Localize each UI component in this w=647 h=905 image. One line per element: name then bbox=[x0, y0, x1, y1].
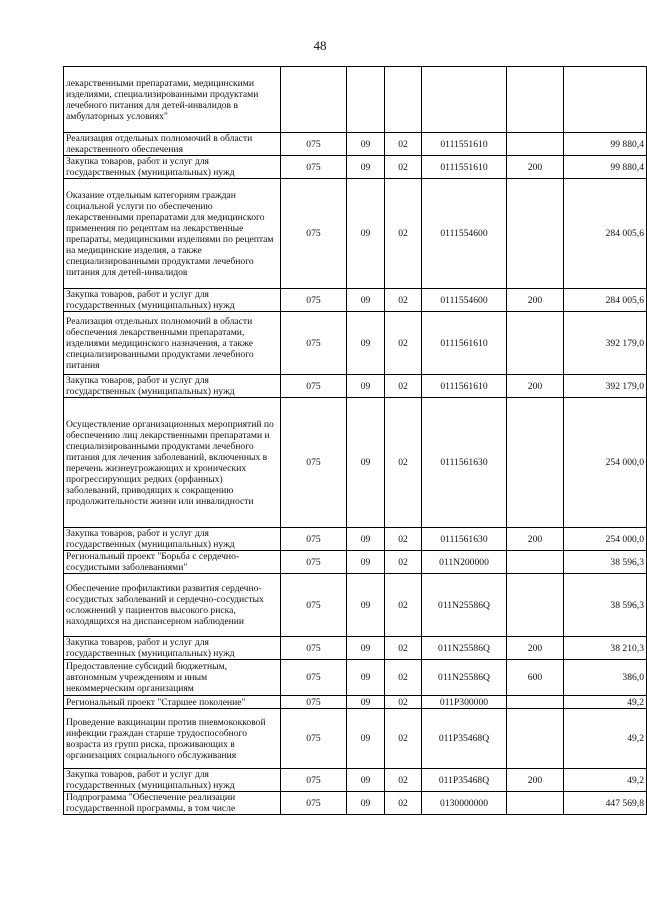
table-row bbox=[64, 551, 647, 574]
row-name: Закупка товаров, работ и услуг для государственных (муниципальных) нужд bbox=[64, 375, 281, 398]
row-target-article: 011P35468Q bbox=[422, 709, 507, 769]
row-expense-type bbox=[507, 696, 564, 709]
row-section-code: 09 bbox=[347, 133, 385, 156]
row-target-article: 0111561630 bbox=[422, 398, 507, 528]
table-row bbox=[64, 375, 647, 398]
row-subsection-code: 02 bbox=[385, 398, 422, 528]
row-subsection-code: 02 bbox=[385, 551, 422, 574]
row-section-code: 09 bbox=[347, 312, 385, 375]
row-admin-code: 075 bbox=[281, 133, 347, 156]
row-name: Проведение вакцинации против пневмококковой инфекции граждан старше трудоспособного возраста из групп риска, проживающих в организациях социального обслуживания bbox=[64, 709, 281, 769]
table-row bbox=[64, 792, 647, 815]
row-admin-code: 075 bbox=[281, 769, 347, 792]
row-amount: 284 005,6 bbox=[564, 289, 647, 312]
row-subsection-code: 02 bbox=[385, 133, 422, 156]
table-row bbox=[64, 398, 647, 528]
row-section-code: 09 bbox=[347, 709, 385, 769]
row-target-article: 011N25586Q bbox=[422, 574, 507, 637]
row-expense-type bbox=[507, 574, 564, 637]
budget-table bbox=[63, 66, 647, 815]
row-section-code: 09 bbox=[347, 696, 385, 709]
row-admin-code: 075 bbox=[281, 574, 347, 637]
row-admin-code: 075 bbox=[281, 660, 347, 696]
row-admin-code: 075 bbox=[281, 709, 347, 769]
row-subsection-code bbox=[385, 67, 422, 133]
row-section-code: 09 bbox=[347, 637, 385, 660]
table-row bbox=[64, 769, 647, 792]
row-section-code: 09 bbox=[347, 289, 385, 312]
row-amount: 49,2 bbox=[564, 696, 647, 709]
row-target-article: 0111561630 bbox=[422, 528, 507, 551]
row-target-article: 011P35468Q bbox=[422, 769, 507, 792]
row-subsection-code: 02 bbox=[385, 179, 422, 289]
row-expense-type: 600 bbox=[507, 660, 564, 696]
row-expense-type bbox=[507, 709, 564, 769]
row-section-code: 09 bbox=[347, 375, 385, 398]
row-subsection-code: 02 bbox=[385, 289, 422, 312]
row-target-article: 0111554600 bbox=[422, 289, 507, 312]
row-subsection-code: 02 bbox=[385, 709, 422, 769]
row-admin-code bbox=[281, 67, 347, 133]
row-expense-type: 200 bbox=[507, 637, 564, 660]
row-amount: 99 880,4 bbox=[564, 156, 647, 179]
page-number: 48 bbox=[313, 38, 327, 53]
table-row bbox=[64, 660, 647, 696]
row-section-code: 09 bbox=[347, 179, 385, 289]
row-name: Закупка товаров, работ и услуг для государственных (муниципальных) нужд bbox=[64, 769, 281, 792]
row-name: Закупка товаров, работ и услуг для государственных (муниципальных) нужд bbox=[64, 528, 281, 551]
table-row bbox=[64, 312, 647, 375]
row-expense-type: 200 bbox=[507, 375, 564, 398]
row-expense-type: 200 bbox=[507, 289, 564, 312]
row-target-article: 0111561610 bbox=[422, 375, 507, 398]
row-name: Подпрограмма "Обеспечение реализации государственной программы, в том числе bbox=[64, 792, 281, 815]
row-name: Закупка товаров, работ и услуг для государственных (муниципальных) нужд bbox=[64, 156, 281, 179]
row-expense-type bbox=[507, 551, 564, 574]
row-admin-code: 075 bbox=[281, 398, 347, 528]
row-amount: 254 000,0 bbox=[564, 398, 647, 528]
table-row bbox=[64, 133, 647, 156]
row-amount: 49,2 bbox=[564, 769, 647, 792]
row-name: Реализация отдельных полномочий в области лекарственного обеспечения bbox=[64, 133, 281, 156]
row-section-code: 09 bbox=[347, 551, 385, 574]
row-subsection-code: 02 bbox=[385, 660, 422, 696]
row-section-code: 09 bbox=[347, 660, 385, 696]
row-expense-type bbox=[507, 398, 564, 528]
row-amount: 49,2 bbox=[564, 709, 647, 769]
row-expense-type bbox=[507, 133, 564, 156]
budget-table-body bbox=[64, 67, 647, 815]
row-subsection-code: 02 bbox=[385, 375, 422, 398]
row-expense-type: 200 bbox=[507, 156, 564, 179]
row-target-article: 011P300000 bbox=[422, 696, 507, 709]
row-name: Закупка товаров, работ и услуг для государственных (муниципальных) нужд bbox=[64, 637, 281, 660]
row-amount: 38 596,3 bbox=[564, 574, 647, 637]
row-target-article: 0111551610 bbox=[422, 133, 507, 156]
table-row bbox=[64, 67, 647, 133]
row-amount bbox=[564, 67, 647, 133]
row-section-code: 09 bbox=[347, 398, 385, 528]
row-subsection-code: 02 bbox=[385, 792, 422, 815]
table-row bbox=[64, 709, 647, 769]
row-expense-type: 200 bbox=[507, 528, 564, 551]
row-admin-code: 075 bbox=[281, 696, 347, 709]
row-target-article: 011N200000 bbox=[422, 551, 507, 574]
row-expense-type: 200 bbox=[507, 769, 564, 792]
row-subsection-code: 02 bbox=[385, 312, 422, 375]
row-amount: 38 596,3 bbox=[564, 551, 647, 574]
row-section-code: 09 bbox=[347, 528, 385, 551]
row-name: Оказание отдельным категориям граждан социальной услуги по обеспечению лекарственными препаратами для медицинского применения по рецептам на лекарственные препараты, медицинскими изделиями по рецептам на медицинские изделия, а также специализированными продуктами лечебного питания для детей-инвалидов bbox=[64, 179, 281, 289]
row-section-code: 09 bbox=[347, 792, 385, 815]
row-subsection-code: 02 bbox=[385, 637, 422, 660]
row-target-article: 0130000000 bbox=[422, 792, 507, 815]
row-subsection-code: 02 bbox=[385, 528, 422, 551]
table-row bbox=[64, 574, 647, 637]
row-amount: 284 005,6 bbox=[564, 179, 647, 289]
row-name: Обеспечение профилактики развития сердечно-сосудистых заболеваний и сердечно-сосудистых осложнений у пациентов высокого риска, находящихся на диспансерном наблюдении bbox=[64, 574, 281, 637]
row-admin-code: 075 bbox=[281, 156, 347, 179]
row-amount: 392 179,0 bbox=[564, 375, 647, 398]
row-section-code bbox=[347, 67, 385, 133]
row-expense-type bbox=[507, 312, 564, 375]
row-subsection-code: 02 bbox=[385, 769, 422, 792]
row-name: Региональный проект "Старшее поколение" bbox=[64, 696, 281, 709]
row-admin-code: 075 bbox=[281, 179, 347, 289]
row-amount: 38 210,3 bbox=[564, 637, 647, 660]
table-row bbox=[64, 696, 647, 709]
row-target-article: 0111551610 bbox=[422, 156, 507, 179]
row-section-code: 09 bbox=[347, 574, 385, 637]
row-target-article bbox=[422, 67, 507, 133]
table-row bbox=[64, 637, 647, 660]
table-row bbox=[64, 156, 647, 179]
row-name: лекарственными препаратами, медицинскими изделиями, специализированными продуктами лечебного питания для детей-инвалидов в амбулаторных условиях" bbox=[64, 67, 281, 133]
table-row bbox=[64, 528, 647, 551]
table-row bbox=[64, 179, 647, 289]
row-subsection-code: 02 bbox=[385, 156, 422, 179]
row-admin-code: 075 bbox=[281, 637, 347, 660]
row-target-article: 011N25586Q bbox=[422, 637, 507, 660]
row-admin-code: 075 bbox=[281, 289, 347, 312]
row-section-code: 09 bbox=[347, 156, 385, 179]
row-amount: 386,0 bbox=[564, 660, 647, 696]
row-target-article: 0111554600 bbox=[422, 179, 507, 289]
row-admin-code: 075 bbox=[281, 551, 347, 574]
row-amount: 447 569,8 bbox=[564, 792, 647, 815]
row-admin-code: 075 bbox=[281, 375, 347, 398]
row-amount: 99 880,4 bbox=[564, 133, 647, 156]
row-target-article: 011N25586Q bbox=[422, 660, 507, 696]
row-name: Предоставление субсидий бюджетным, автономным учреждениям и иным некоммерческим организациям bbox=[64, 660, 281, 696]
row-name: Реализация отдельных полномочий в области обеспечения лекарственными препаратами, изделиями медицинского назначения, а также специализированными продуктами лечебного питания bbox=[64, 312, 281, 375]
table-row bbox=[64, 289, 647, 312]
row-subsection-code: 02 bbox=[385, 574, 422, 637]
row-admin-code: 075 bbox=[281, 528, 347, 551]
row-amount: 254 000,0 bbox=[564, 528, 647, 551]
row-target-article: 0111561610 bbox=[422, 312, 507, 375]
row-expense-type bbox=[507, 792, 564, 815]
row-admin-code: 075 bbox=[281, 312, 347, 375]
row-subsection-code: 02 bbox=[385, 696, 422, 709]
row-name: Закупка товаров, работ и услуг для государственных (муниципальных) нужд bbox=[64, 289, 281, 312]
row-name: Региональный проект "Борьба с сердечно-сосудистыми заболеваниями" bbox=[64, 551, 281, 574]
row-name: Осуществление организационных мероприятий по обеспечению лиц лекарственными препаратами и специализированными продуктами лечебного питания для лечения заболеваний, включенных в перечень жизнеугрожающих и хронических прогрессирующих редких (орфанных) заболеваний, приводящих к сокращению продолжительности жизни или инвалидности bbox=[64, 398, 281, 528]
row-section-code: 09 bbox=[347, 769, 385, 792]
row-admin-code: 075 bbox=[281, 792, 347, 815]
row-expense-type bbox=[507, 179, 564, 289]
row-amount: 392 179,0 bbox=[564, 312, 647, 375]
row-expense-type bbox=[507, 67, 564, 133]
